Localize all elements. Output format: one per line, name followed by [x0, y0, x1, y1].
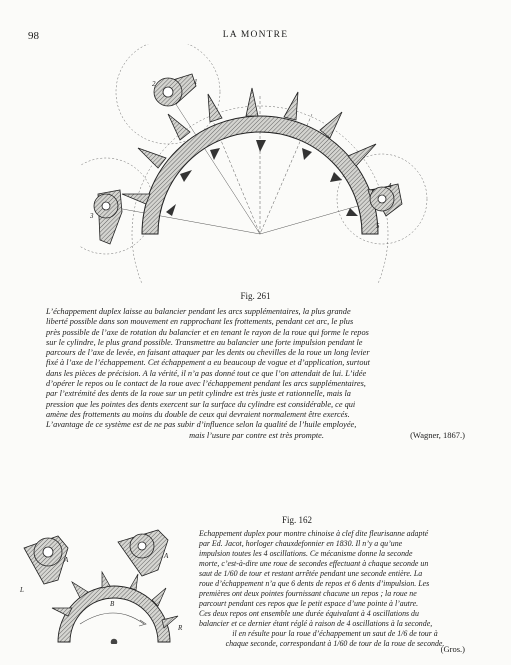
fig-label: 4 [388, 182, 392, 190]
text-line: L’avantage de ce système est de ne pas subir d’influence selon la qualité de l’huile employée, [46, 420, 357, 430]
fig-label: R [178, 624, 183, 632]
text-line: près possible de l’axe de rotation du balancier et en tenant le rayon de la roue qui forme le repos [46, 327, 369, 337]
text-line: roue d’échappement n’a que 6 dents de repos et 6 dents d’impulsion. Les [199, 579, 430, 588]
text-line: amène des frottements au moins du double de ceux qui devraient normalement être exercés. [46, 409, 350, 419]
text-line: Echappement duplex pour montre chinoise à clef dite fleurisanne adapté [199, 529, 429, 538]
figure-162-description [199, 529, 471, 649]
text-line: mais l’usure par contre est très prompte. [189, 430, 324, 440]
text-line: Ces deux repos ont ensemble une durée équivalant à 4 oscillations du [199, 609, 419, 618]
text-line: dans les pièces de précision. A la vérité, il n’a pas donné tout ce que l’on attendait de lui. L’idée [46, 368, 367, 378]
fig-label: A [164, 552, 169, 560]
text-line: parcourt pendant ces repos que le petit espace d’une pointe à l’autre. [199, 599, 419, 608]
fig-label: B [110, 600, 115, 608]
text-line: sur le cylindre, le plus grand possible. Transmettre au balancier une forte impulsion pendant le [46, 337, 363, 347]
source-citation: (Gros.) [440, 644, 465, 654]
text-line: morte, c’est-à-dire une roue de secondes effectuant à chaque seconde un [199, 559, 429, 568]
text-line: L’échappement duplex laisse au balancier pendant les arcs supplémentaires, la plus grande [46, 307, 351, 316]
text-line: liberté possible dans son mouvement en rapprochant les frottements, pendant cet arc, le plus [46, 317, 354, 327]
chinese-duplex-diagram [18, 522, 198, 644]
text-line: chaque seconde, correspondant à 1/60 de tour de la roue de seconde. [225, 639, 445, 648]
text-line: impulsion toutes les 4 oscillations. Ce mécanisme donne la seconde [199, 549, 413, 558]
text-line: pression que les pointes des dents exercent sur la surface du cylindre est considérable, ce qui [46, 399, 356, 409]
running-title: LA MONTRE [222, 30, 289, 40]
text-line: saut de 1/60 de tour et restant arrêtée pendant une seconde entière. La [199, 569, 423, 578]
text-line: par Ed. Jacot, horloger chauxdefonnier en 1830. Il n’y a qu’une [199, 539, 403, 548]
text-line: il en résulte pour la roue d’échappement un saut de 1/6 de tour à [232, 629, 438, 638]
text-line: d’opérer le repos ou le contact de la roue avec l’échappement pendant les arcs supplémentaires, [46, 379, 366, 389]
text-line: premières ont deux pointes fournissant chacune un repos ; la roue ne [199, 589, 417, 598]
figure-261-description [46, 307, 467, 441]
fig-label: 3 [90, 212, 94, 220]
text-line: par l’extrémité des dents de la roue sur un petit cylindre est très juste et rationnelle, mais la [46, 389, 351, 399]
fig-label: A [64, 556, 69, 564]
duplex-escapement-diagram [80, 44, 440, 284]
text-line: fixé à l’axe de l’échappement. Cet échappement a eu beaucoup de vogue et d’application, surtout [46, 358, 370, 368]
fig-label: 1 [194, 78, 198, 86]
page-number: 98 [28, 30, 39, 42]
source-citation: (Wagner, 1867.) [410, 430, 465, 440]
fig-label: 2 [152, 80, 156, 88]
figure-caption-261: Fig. 261 [240, 291, 271, 301]
fig-label: 5 [376, 222, 380, 230]
text-line: balancier et ce dernier étant réglé à raison de 4 oscillations à la seconde, [199, 619, 433, 628]
figure-caption-162: Fig. 162 [282, 515, 313, 525]
fig-label: L [20, 586, 24, 594]
text-line: parcours de l’axe de levée, en faisant attaquer par les dents ou chevilles de la roue un long levier [46, 348, 370, 358]
